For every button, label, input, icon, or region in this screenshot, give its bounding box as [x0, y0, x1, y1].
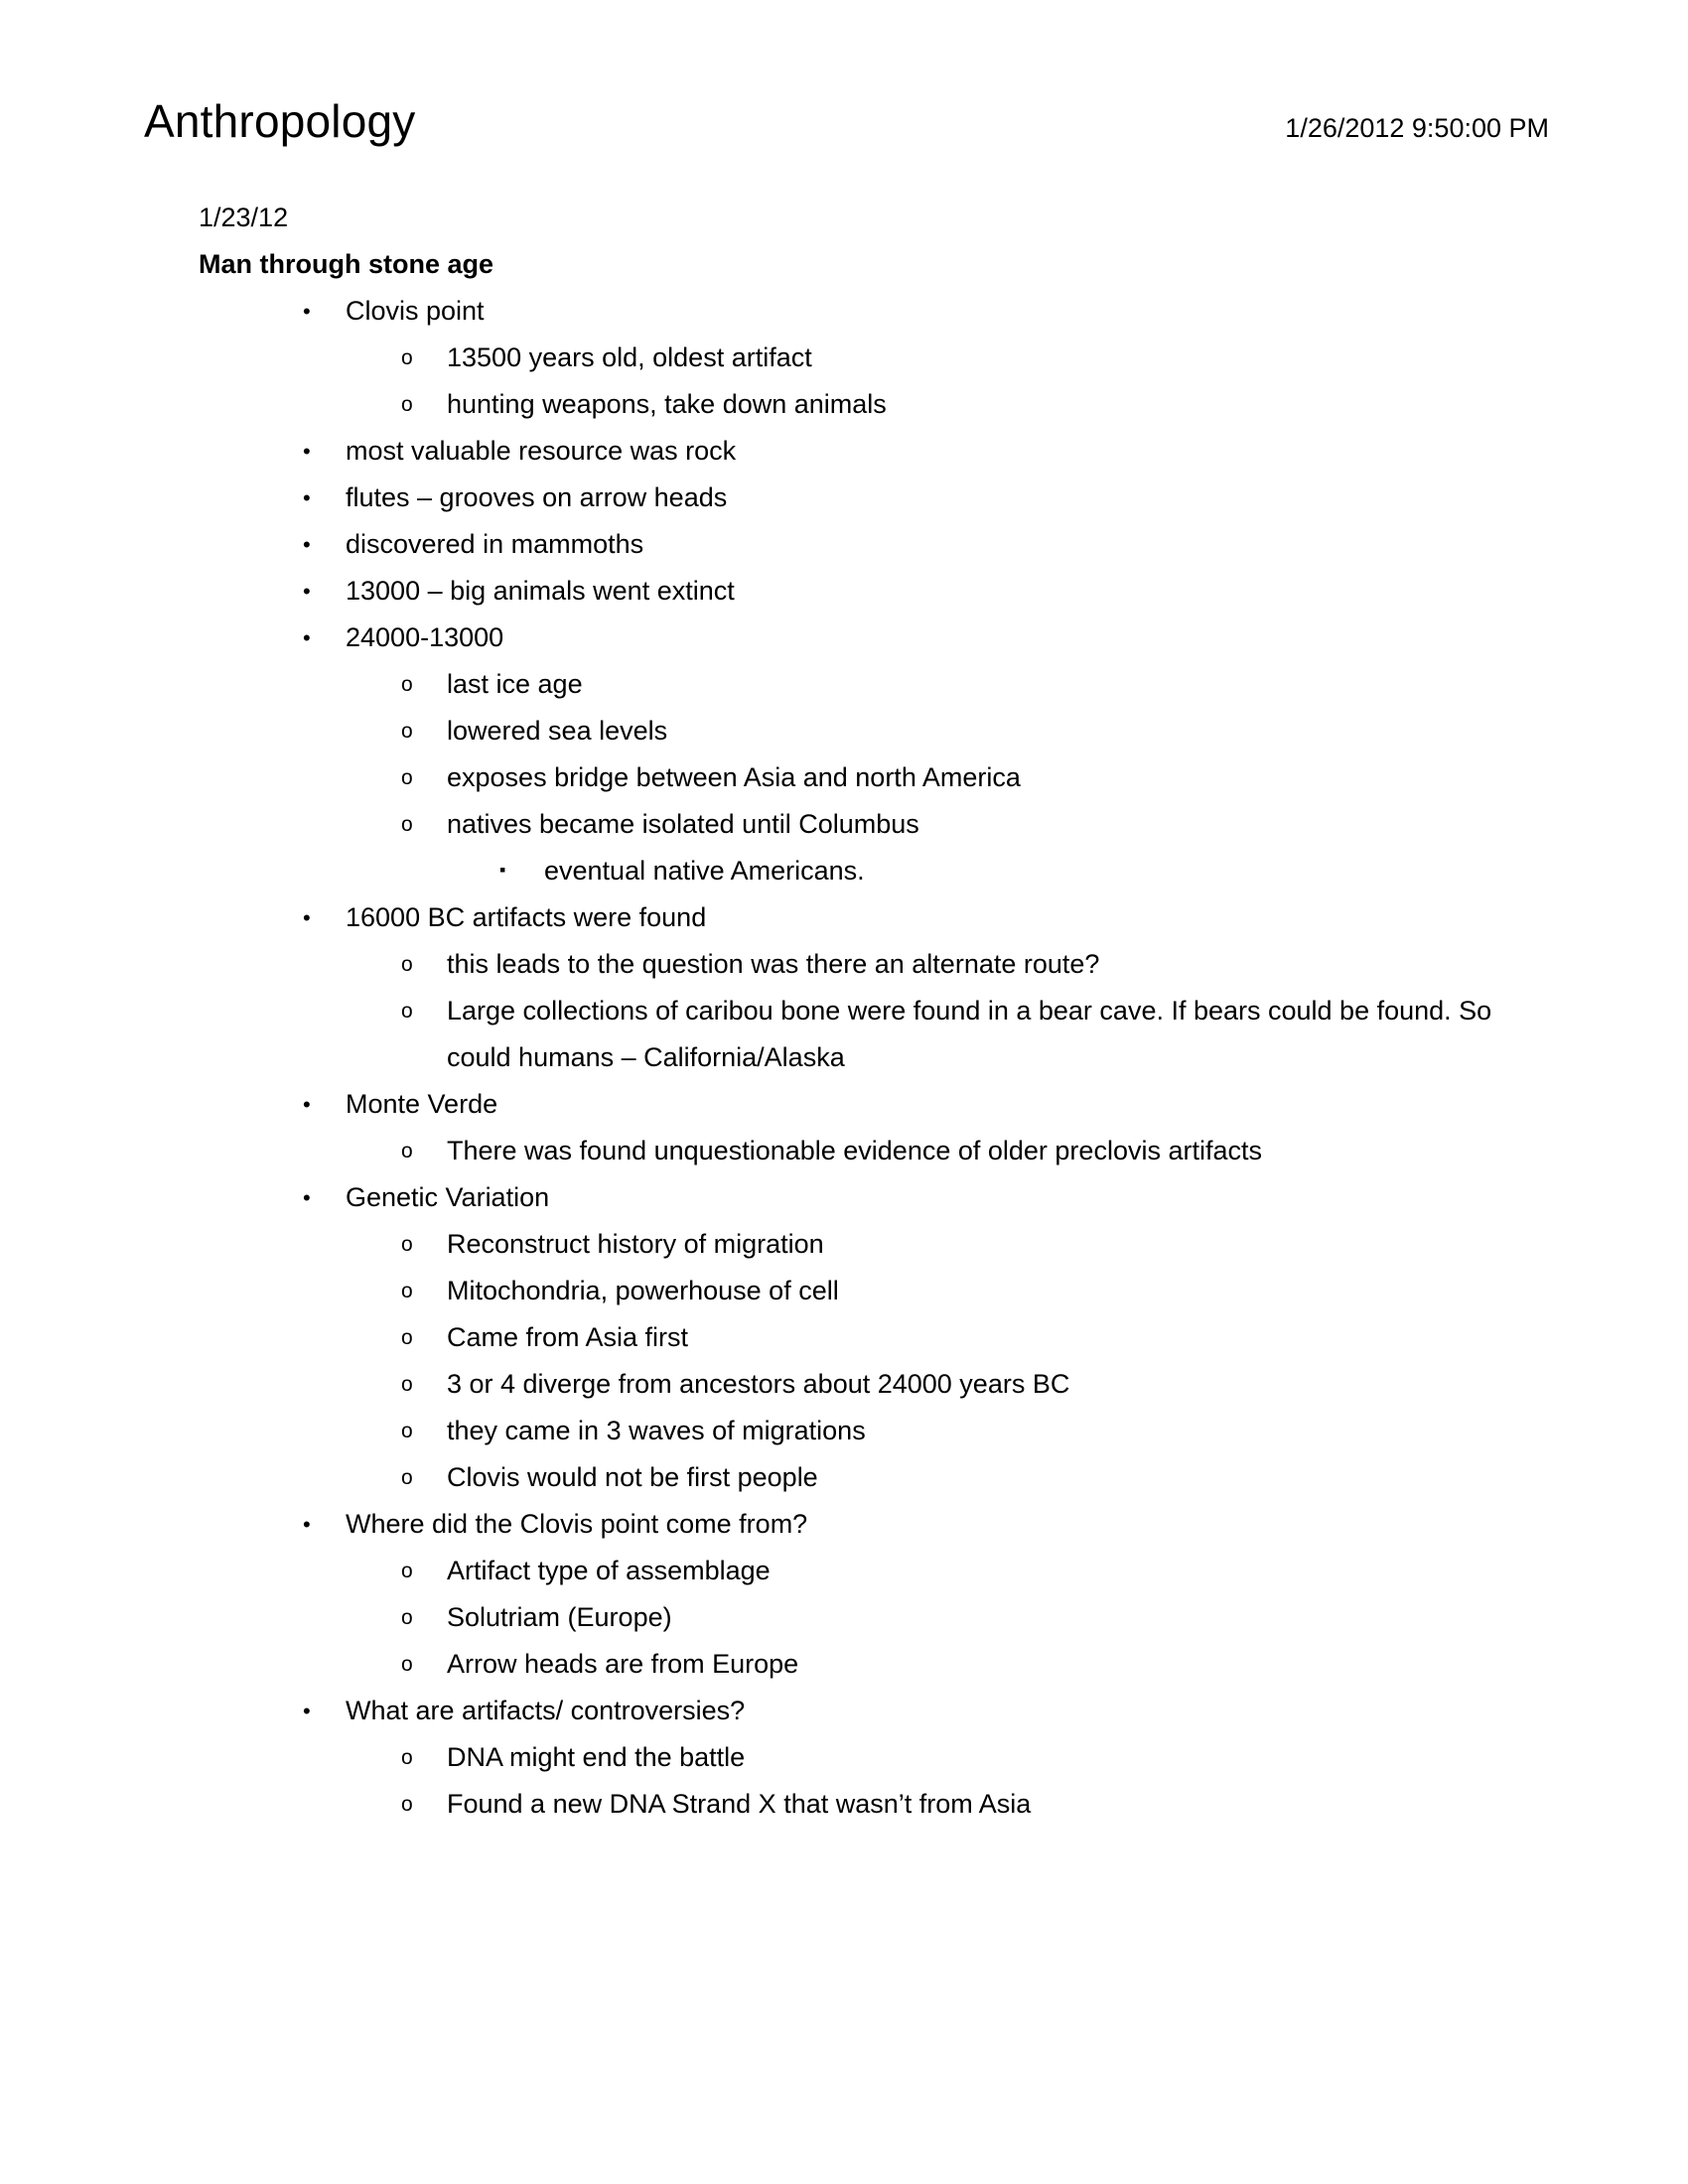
- bullet-marker-level-1: •: [303, 1185, 311, 1210]
- bullet-marker-level-2: o: [401, 1560, 413, 1582]
- outline-item-level-2: [0, 801, 1688, 848]
- outline-item-level-2: [0, 1221, 1688, 1268]
- outline-item-text: eventual native Americans.: [544, 856, 865, 886]
- outline-item-text: Solutriam (Europe): [447, 1602, 672, 1632]
- bullet-marker-level-2: o: [401, 673, 413, 696]
- bullet-marker-level-2: o: [401, 720, 413, 743]
- outline-item-text: 13500 years old, oldest artifact: [447, 342, 812, 372]
- bullet-marker-level-2: o: [401, 1280, 413, 1302]
- outline-item-level-1: [0, 1174, 1688, 1221]
- outline-item-level-1: [0, 1501, 1688, 1548]
- bullet-marker-level-3: ▪: [499, 860, 506, 880]
- outline-item-text: Reconstruct history of migration: [447, 1229, 824, 1259]
- page-title: Anthropology: [144, 95, 416, 147]
- outline-item-text: most valuable resource was rock: [346, 436, 737, 466]
- outline-item-level-2: [0, 708, 1688, 754]
- outline-item-text: Clovis point: [346, 296, 485, 326]
- outline-item-level-1: [0, 614, 1688, 661]
- bullet-marker-level-1: •: [303, 579, 311, 604]
- outline-item-text: Monte Verde: [346, 1089, 498, 1119]
- bullet-marker-level-1: •: [303, 905, 311, 930]
- outline-item-level-3: [0, 848, 1688, 894]
- bullet-marker-level-2: o: [401, 1420, 413, 1442]
- outline-item-text: Large collections of caribou bone were found in a bear cave. If bears could be found. So could humans – California/Alaska: [447, 996, 1492, 1072]
- bullet-marker-level-2: o: [401, 1373, 413, 1396]
- outline-item-text: There was found unquestionable evidence of older preclovis artifacts: [447, 1136, 1262, 1165]
- outline-item-text: DNA might end the battle: [447, 1742, 746, 1772]
- outline-item-level-2: [0, 1641, 1688, 1688]
- outline-item-text: last ice age: [447, 669, 583, 699]
- outline-item-level-2: [0, 381, 1688, 428]
- bullet-marker-level-2: o: [401, 1606, 413, 1629]
- outline-item-text: 24000-13000: [346, 622, 504, 652]
- outline-item-text: Mitochondria, powerhouse of cell: [447, 1276, 839, 1305]
- outline-item-text: 16000 BC artifacts were found: [346, 902, 707, 932]
- outline-item-text: 13000 – big animals went extinct: [346, 576, 735, 606]
- bullet-marker-level-1: •: [303, 439, 311, 464]
- outline-item-level-2: [0, 1548, 1688, 1594]
- bullet-marker-level-2: o: [401, 1326, 413, 1349]
- bullet-marker-level-2: o: [401, 1793, 413, 1816]
- outline-item-text: What are artifacts/ controversies?: [346, 1696, 746, 1725]
- outline-item-level-2: [0, 1781, 1688, 1828]
- bullet-marker-level-1: •: [303, 532, 311, 557]
- outline-item-text: Where did the Clovis point come from?: [346, 1509, 808, 1539]
- outline-item-level-1: [0, 521, 1688, 568]
- header-timestamp: 1/26/2012 9:50:00 PM: [1285, 113, 1549, 143]
- outline-item-level-2: [0, 1361, 1688, 1408]
- outline-item-level-2: [0, 1408, 1688, 1454]
- bullet-marker-level-1: •: [303, 1699, 311, 1723]
- bullet-marker-level-1: •: [303, 1512, 311, 1537]
- bullet-marker-level-2: o: [401, 766, 413, 789]
- outline-item-level-1: [0, 1081, 1688, 1128]
- outline-item-level-2: [0, 988, 1688, 1081]
- bullet-marker-level-1: •: [303, 625, 311, 650]
- outline-item-text: Artifact type of assemblage: [447, 1556, 771, 1585]
- bullet-marker-level-2: o: [401, 1466, 413, 1489]
- outline-item-level-1: [0, 894, 1688, 941]
- bullet-marker-level-2: o: [401, 1746, 413, 1769]
- bullet-marker-level-1: •: [303, 299, 311, 324]
- outline-item-level-1: [0, 475, 1688, 521]
- bullet-marker-level-2: o: [401, 346, 413, 369]
- outline-item-text: exposes bridge between Asia and north America: [447, 762, 1021, 792]
- document-body: [0, 195, 1688, 1828]
- bullet-marker-level-2: o: [401, 953, 413, 976]
- bullet-marker-level-2: o: [401, 1000, 413, 1023]
- outline-item-text: Clovis would not be first people: [447, 1462, 818, 1492]
- note-date: 1/23/12: [199, 203, 289, 232]
- outline-item-level-2: [0, 661, 1688, 708]
- outline-item-level-2: [0, 1268, 1688, 1314]
- outline-item-level-2: [0, 1594, 1688, 1641]
- outline-item-level-1: [0, 288, 1688, 335]
- outline-item-text: hunting weapons, take down animals: [447, 389, 887, 419]
- document-header: [144, 95, 1549, 148]
- outline-item-level-2: [0, 1454, 1688, 1501]
- outline-item-level-1: [0, 1688, 1688, 1734]
- outline-item-level-2: [0, 754, 1688, 801]
- outline-item-level-2: [0, 1734, 1688, 1781]
- outline-item-text: they came in 3 waves of migrations: [447, 1416, 866, 1445]
- bullet-marker-level-2: o: [401, 393, 413, 416]
- outline-item-text: Found a new DNA Strand X that wasn’t from Asia: [447, 1789, 1032, 1819]
- outline-item-level-1: [0, 568, 1688, 614]
- section-heading: Man through stone age: [199, 249, 493, 279]
- outline-item-level-2: [0, 941, 1688, 988]
- bullet-marker-level-2: o: [401, 813, 413, 836]
- outline-item-level-2: [0, 1128, 1688, 1174]
- bullet-marker-level-2: o: [401, 1140, 413, 1162]
- outline-item-text: 3 or 4 diverge from ancestors about 24000 years BC: [447, 1369, 1070, 1399]
- outline-item-text: this leads to the question was there an alternate route?: [447, 949, 1100, 979]
- outline-item-level-2: [0, 335, 1688, 381]
- outline-item-text: discovered in mammoths: [346, 529, 644, 559]
- outline-item-text: Arrow heads are from Europe: [447, 1649, 799, 1679]
- bullet-marker-level-2: o: [401, 1653, 413, 1676]
- outline-item-text: Came from Asia first: [447, 1322, 689, 1352]
- outline-item-level-2: [0, 1314, 1688, 1361]
- outline-item-text: natives became isolated until Columbus: [447, 809, 919, 839]
- outline-list: [0, 288, 1688, 1828]
- outline-item-text: flutes – grooves on arrow heads: [346, 482, 728, 512]
- bullet-marker-level-1: •: [303, 485, 311, 510]
- outline-item-text: Genetic Variation: [346, 1182, 550, 1212]
- outline-item-text: lowered sea levels: [447, 716, 668, 746]
- bullet-marker-level-2: o: [401, 1233, 413, 1256]
- bullet-marker-level-1: •: [303, 1092, 311, 1117]
- outline-item-level-1: [0, 428, 1688, 475]
